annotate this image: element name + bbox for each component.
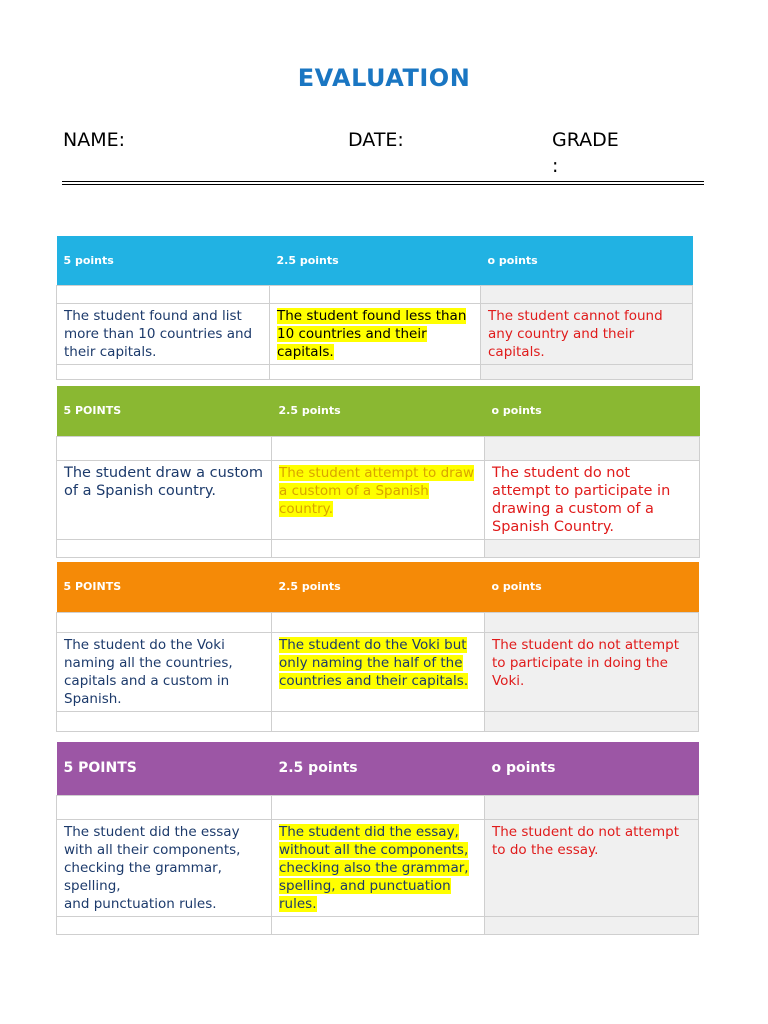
header-cell-2-5-points: 2.5 points (278, 760, 358, 777)
cell-text-line: and punctuation rules. (64, 895, 217, 912)
page-title: EVALUATION (297, 64, 471, 92)
cell-2-5-points (272, 632, 485, 711)
table-row (57, 303, 693, 364)
table-row (57, 460, 700, 539)
header-cell-0-points: o points (491, 580, 542, 594)
table-row (57, 632, 699, 711)
header-cell-5-points: 5 points (63, 253, 114, 267)
rubric-table-2 (56, 386, 700, 558)
cell-5-points: The student found and list more than 10 countries and their capitals. (57, 303, 270, 364)
cell-0-points: The student do not attempt to participate in drawing a custom of a Spanish Country. (485, 460, 700, 539)
highlighted-text: The student attempt to draw a custom of a Spanish country. (279, 464, 475, 517)
header-cell-2-5-points: 2.5 points (278, 580, 341, 594)
highlighted-text: The student found less than 10 countries and their capitals. (277, 307, 467, 360)
name-line-top (62, 181, 704, 182)
cell-5-points: The student do the Voki naming all the countries, capitals and a custom in Spanish. (57, 632, 272, 711)
cell-5-points: The student draw a custom of a Spanish country. (57, 460, 272, 539)
header-cell-0-points: o points (487, 253, 538, 267)
cell-2-5-points (272, 460, 485, 539)
rubric-table-4 (56, 742, 699, 935)
header-cell-0-points: o points (491, 760, 556, 777)
name-label: NAME: (63, 129, 126, 151)
header-cell-0-points: o points (491, 404, 542, 418)
grade-colon: : (552, 155, 559, 177)
cell-0-points: The student do not attempt to participate in doing the Voki. (485, 632, 699, 711)
rubric-table-1 (56, 236, 693, 380)
name-line-bottom (62, 184, 704, 185)
highlighted-text: The student did the essay, without all the components, checking also the grammar, spelling, and punctuation rules. (279, 823, 469, 912)
cell-5-points (57, 819, 272, 916)
table-header-row (57, 236, 693, 285)
cell-0-points: The student do not attempt to do the essay. (485, 819, 699, 916)
header-cell-2-5-points: 2.5 points (278, 404, 341, 418)
table-header-row (57, 386, 700, 436)
rubric-table-3 (56, 562, 699, 732)
header-cell-5-points: 5 POINTS (63, 404, 122, 418)
date-label: DATE: (348, 129, 404, 151)
header-cell-2-5-points: 2.5 points (276, 253, 339, 267)
cell-0-points: The student cannot found any country and their capitals. (481, 303, 693, 364)
header-cell-5-points: 5 POINTS (63, 760, 137, 777)
cell-text-line: The student did the essay with all their components, checking the grammar, spelling, (64, 823, 241, 894)
cell-2-5-points (272, 819, 485, 916)
grade-label: GRADE (552, 129, 619, 151)
table-header-row (57, 562, 699, 612)
table-header-row (57, 742, 699, 795)
table-row (57, 819, 699, 916)
highlighted-text: The student do the Voki but only naming the half of the countries and their capitals. (279, 636, 469, 689)
header-cell-5-points: 5 POINTS (63, 580, 122, 594)
cell-2-5-points (270, 303, 481, 364)
